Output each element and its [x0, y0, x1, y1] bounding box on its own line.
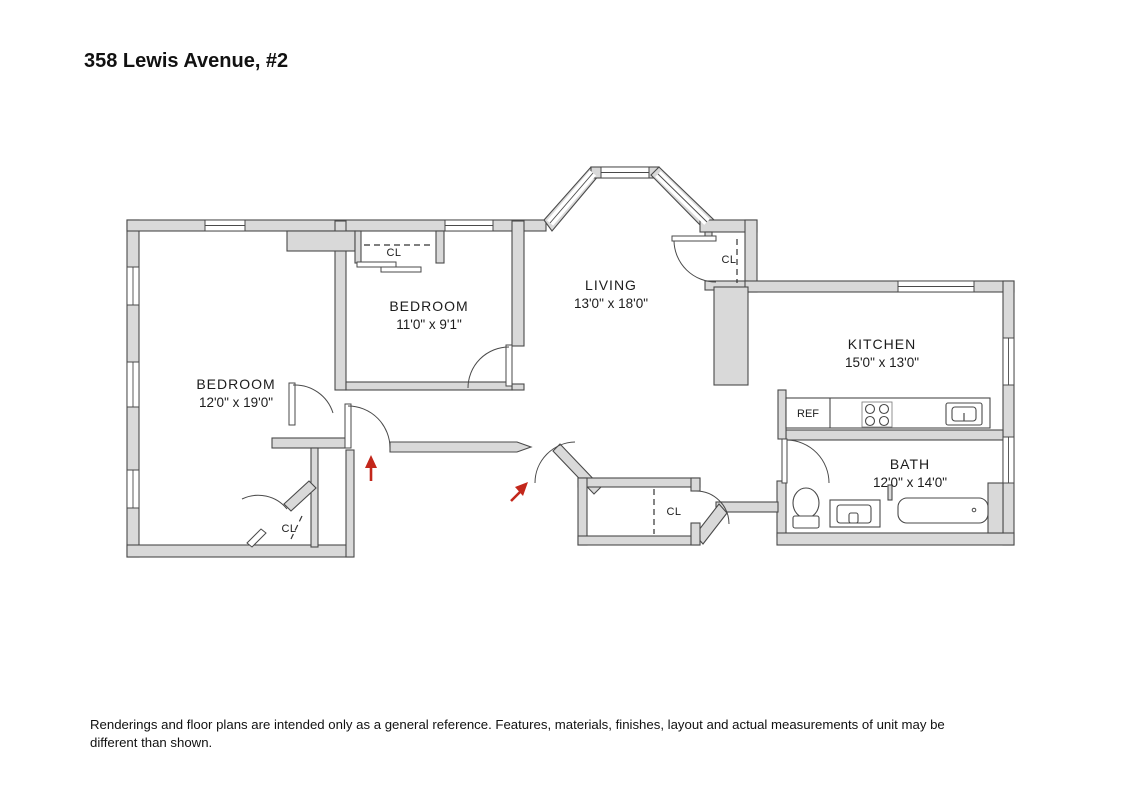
stove-burner — [880, 405, 889, 414]
door-leaf — [247, 529, 266, 547]
wall-bath-bottom — [777, 533, 1014, 545]
footer-disclaimer — [90, 717, 945, 750]
room-dims-bedroom2: 11'0" x 9'1" — [396, 317, 462, 332]
wall-closet-c-right-upper — [691, 478, 700, 491]
room-label-bath: BATH — [889, 456, 931, 472]
closet-label: CL — [281, 523, 297, 535]
entry-arrow — [511, 491, 521, 501]
wall-bottom-left — [127, 545, 353, 557]
stove-burner — [866, 417, 875, 426]
wall-closet-b2-chunk — [287, 231, 355, 251]
door-arc — [348, 406, 390, 448]
disclaimer-line1: Renderings and floor plans are intended only as a general reference. Features, materials, finishes, layout and actual measurements of unit may be — [90, 717, 945, 732]
refrigerator-label: REF — [797, 408, 819, 420]
door-leaf — [782, 439, 787, 483]
wall-counter-left — [778, 390, 786, 439]
door-leaf — [289, 383, 295, 425]
wall-pocket-east — [311, 448, 318, 547]
toilet-tank — [793, 516, 819, 528]
wall-right-exterior — [1003, 281, 1014, 545]
wall-closet-c-bottom — [578, 536, 700, 545]
wall-pocket-north — [272, 438, 346, 448]
door-leaf — [672, 236, 716, 241]
door-arc — [293, 385, 333, 413]
bathtub — [898, 498, 988, 523]
room-label-bedroom1: BEDROOM — [196, 376, 276, 392]
room-label-kitchen: KITCHEN — [847, 336, 917, 352]
wall-sw-east — [346, 450, 354, 557]
wall-closet-c-right-lower — [691, 523, 700, 545]
wall-bedroom2-bottom — [346, 382, 512, 390]
sliding-door — [381, 267, 421, 272]
wall-bedroom2-east-stub — [512, 384, 524, 390]
room-dims-bedroom1: 12'0" x 19'0" — [198, 395, 274, 410]
closet-label: CL — [386, 247, 402, 259]
room-dims-living: 13'0" x 18'0" — [573, 296, 649, 311]
room-dims-bath: 12'0" x 14'0" — [872, 475, 948, 490]
room-label-living: LIVING — [585, 277, 637, 293]
room-label-bedroom2: BEDROOM — [389, 298, 469, 314]
wall-corridor — [390, 442, 531, 452]
stove-burner — [880, 417, 889, 426]
room-dims-kitchen: 15'0" x 13'0" — [844, 355, 920, 370]
stove-burner — [866, 405, 875, 414]
door-arc — [242, 495, 287, 509]
bath-sink-drain — [849, 513, 858, 523]
door-leaf — [345, 404, 351, 448]
wall-living-kitchen-block — [714, 287, 748, 385]
door-arc — [787, 440, 829, 483]
wall-bedroom2-east-upper — [512, 221, 524, 346]
entry-arrow-head — [365, 455, 377, 468]
closet-label: CL — [666, 506, 682, 518]
door-arc — [674, 241, 716, 282]
entry-arrows — [365, 455, 528, 501]
wall-closet-c-top — [578, 478, 700, 487]
wall-closet-b2-right — [436, 231, 444, 263]
door-leaf — [506, 345, 512, 386]
closet-label: CL — [721, 254, 737, 266]
wall-closet-c-left — [578, 478, 587, 545]
wall-kitchen-bath-divider — [786, 430, 1003, 440]
wall-bath-tub-chunk — [988, 483, 1003, 533]
page-title: 358 Lewis Avenue, #2 — [84, 50, 289, 72]
disclaimer-line2: different than shown. — [90, 735, 213, 750]
toilet — [793, 488, 819, 518]
sliding-door — [357, 262, 396, 267]
wall-closet-b2-left — [355, 231, 361, 263]
